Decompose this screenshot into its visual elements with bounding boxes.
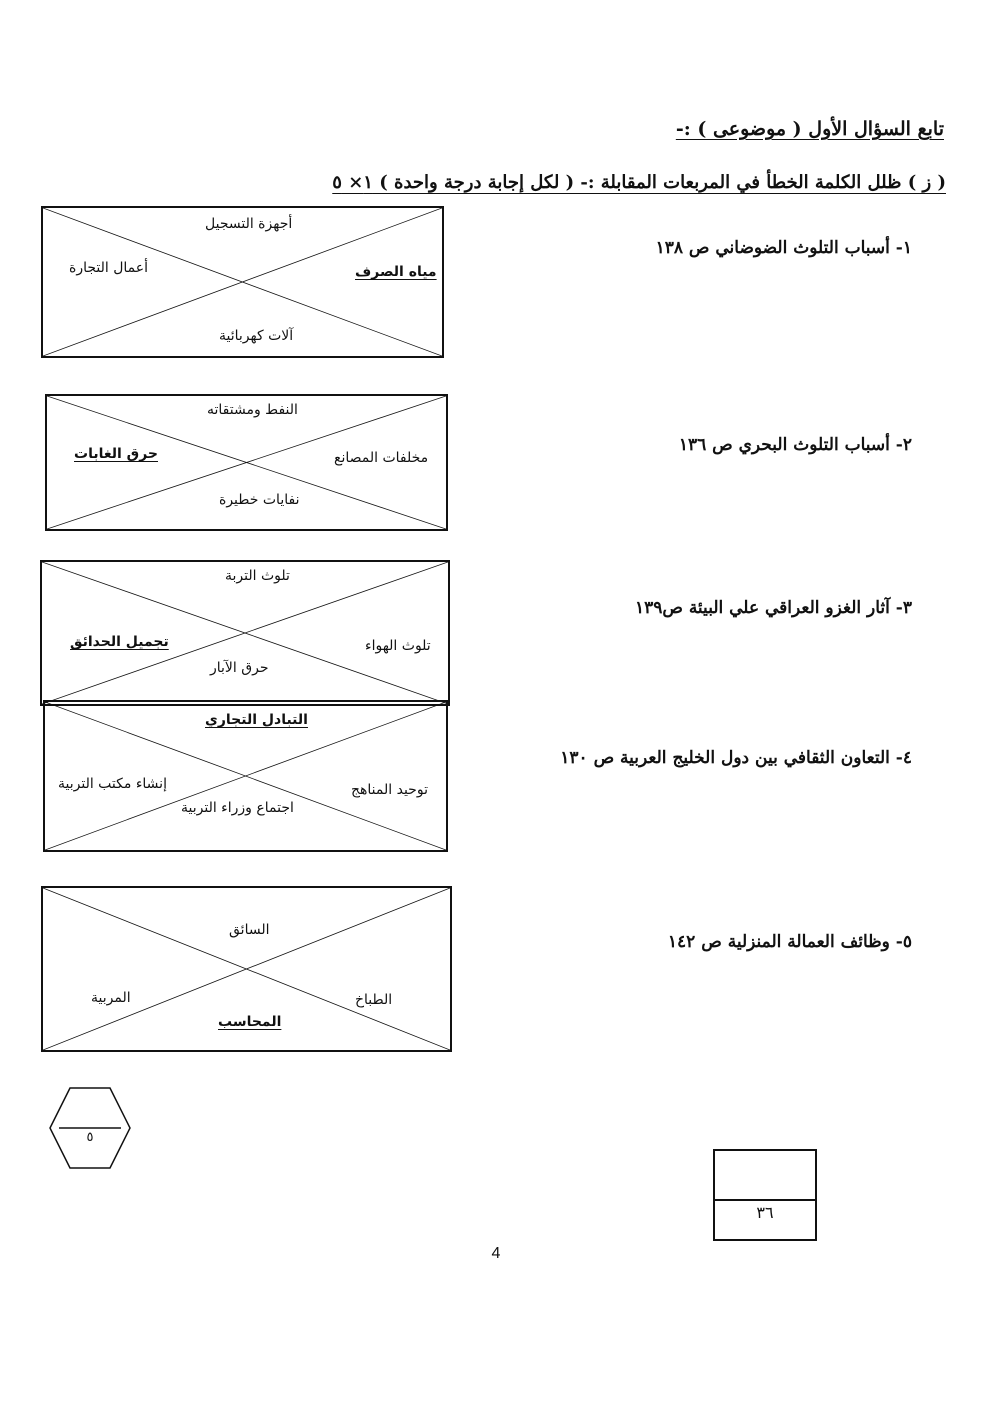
page-number: 4 <box>491 1245 501 1262</box>
q2-option-left[interactable]: حرق الغابات <box>74 446 158 462</box>
section-title: تابع السؤال الأول ( موضوعى ) :- <box>675 118 944 140</box>
score-total: ٣٦ <box>756 1203 774 1222</box>
question-2-box <box>45 394 448 531</box>
question-1-label: ١- أسباب التلوث الضوضاني ص ١٣٨ <box>655 238 912 258</box>
hexagon-score <box>48 1086 132 1170</box>
hexagon-value: ٥ <box>86 1130 94 1145</box>
q4-option-top[interactable]: التبادل التجاري <box>205 712 308 728</box>
question-2-label: ٢- أسباب التلوث البحري ص ١٣٦ <box>678 435 912 455</box>
score-box <box>713 1149 817 1241</box>
question-instruction: ( ز ) ظلل الكلمة الخطأ في المربعات المقابلة :- ( لكل إجابة درجة واحدة ) ١× ٥ <box>332 172 946 193</box>
q5-option-bottom[interactable]: المحاسب <box>218 1014 282 1030</box>
q3-option-top[interactable]: تلوث التربة <box>225 568 290 584</box>
question-3-box <box>40 560 450 706</box>
q2-option-bottom[interactable]: نفايات خطيرة <box>219 492 300 508</box>
q5-option-top[interactable]: السائق <box>229 922 270 938</box>
question-4-box <box>43 700 448 852</box>
q1-option-top[interactable]: أجهزة التسجيل <box>205 216 293 232</box>
q4-option-bottom[interactable]: اجتماع وزراء التربية <box>181 800 294 816</box>
q1-option-bottom[interactable]: آلات كهربائية <box>219 328 294 344</box>
q2-option-top[interactable]: النفط ومشتقاته <box>207 402 298 418</box>
q4-option-right[interactable]: توحيد المناهج <box>351 782 428 798</box>
question-1-box <box>41 206 444 358</box>
q3-option-left[interactable]: تجميل الحدائق <box>70 634 169 650</box>
q1-option-left[interactable]: أعمال التجارة <box>69 260 149 276</box>
q5-option-left[interactable]: المربية <box>91 990 131 1006</box>
q4-option-left[interactable]: إنشاء مكتب التربية <box>58 776 167 792</box>
q5-option-right[interactable]: الطباخ <box>355 992 393 1008</box>
question-4-label: ٤- التعاون الثقافي بين دول الخليج العربية ص ١٣٠ <box>560 748 912 768</box>
q2-option-right[interactable]: مخلفات المصانع <box>334 450 429 466</box>
score-blank-cell[interactable] <box>715 1151 815 1201</box>
question-5-label: ٥- وظائف العمالة المنزلية ص ١٤٢ <box>667 932 912 952</box>
q3-option-right[interactable]: تلوث الهواء <box>365 638 431 654</box>
question-5-box <box>41 886 452 1052</box>
q3-option-bottom[interactable]: حرق الآبار <box>210 660 269 676</box>
hexagon-shape <box>48 1086 132 1170</box>
question-3-label: ٣- آثار الغزو العراقي علي البيئة ص١٣٩ <box>634 598 912 618</box>
q1-option-right[interactable]: مياه الصرف <box>355 264 437 280</box>
